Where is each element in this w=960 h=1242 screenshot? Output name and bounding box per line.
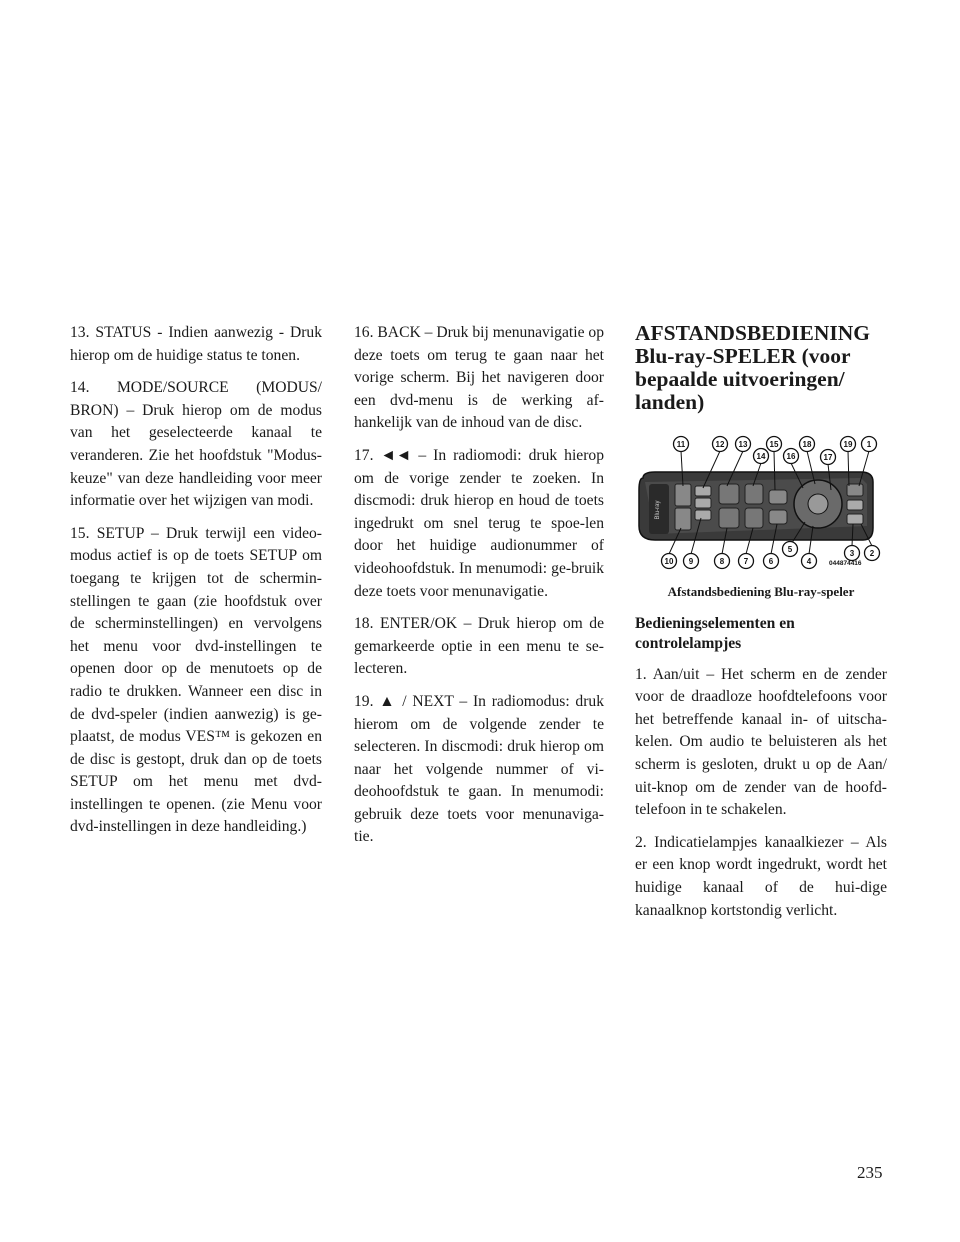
paragraph-15-setup: 15. SETUP – Druk terwijl een video-modus actief is op de toets SETUP om toegang te krijgen tot de schermin-stellingen te gaan (zie hoofdstuk over de scherminstellingen) en vervolgens het menu voor dvd-instellingen te openen door op de menutoets op de radio te drukken. Wanneer een disc in de dvd-speler (indien aanwezig) is ge-plaatst, de modus VES™ is gekozen en de disc is gestopt, druk dan op de toets SETUP om het menu met dvd-instellingen te openen. (zie Menu voor dvd-instellingen in deze handleiding.) bbox=[70, 524, 322, 836]
remote-control-figure bbox=[635, 428, 885, 578]
paragraph-13-status: 13. STATUS - Indien aanwezig - Druk hierop om de huidige status te tonen. bbox=[70, 324, 322, 364]
paragraph-16-back: 16. BACK – Druk bij menunavigatie op deze toets om terug te gaan naar het vorige scherm. Bij het navigeren door een dvd-menu is de werking af-hankelijk van de inhoud van de disc. bbox=[354, 324, 604, 432]
text-column-left bbox=[70, 322, 322, 849]
figure-code: 044874416 bbox=[829, 560, 862, 567]
callout-label-top-2: 13 bbox=[738, 440, 748, 449]
callout-label-top-1: 12 bbox=[715, 440, 725, 449]
text-column-middle bbox=[354, 322, 604, 859]
paragraph-2-channel-indicators: 2. Indicatielampjes kanaalkiezer – Als er een knop wordt ingedrukt, wordt het huidige kanaal of de hui-dige kanaalknop kortstondig verlicht. bbox=[635, 833, 887, 919]
callout-label-bottom-0: 10 bbox=[664, 557, 674, 566]
figure-caption: Afstandsbediening Blu-ray-speler bbox=[667, 584, 855, 599]
callout-label-top-3: 14 bbox=[756, 452, 766, 461]
remote-control-illustration bbox=[635, 428, 885, 578]
paragraph-17-rewind: 17. ◄◄ – In radiomodi: druk hierop om de vorige zender te zoeken. In discmodi: druk hierop en houd de toets ingedrukt om snel terug te spoe-len door het huidige audionummer of videohoofdstuk. In menumodi: ge-bruik deze toets voor menunavigatie. bbox=[354, 446, 604, 600]
paragraph-14-mode-source: 14. MODE/SOURCE (MODUS/ BRON) – Druk hierop om de modus van het geselecteerde kanaal te veranderen. Zie het hoofdstuk "Modus-keuze" van deze handleiding voor meer informatie over het wijzigen van modi. bbox=[70, 379, 322, 510]
section-title: AFSTANDSBEDIENING Blu-ray-SPELER (voor bepaalde uitvoeringen/ landen) bbox=[635, 321, 870, 414]
callout-label-bottom-4: 6 bbox=[768, 557, 774, 566]
text-column-right bbox=[635, 322, 887, 932]
callout-label-bottom-2: 8 bbox=[719, 557, 725, 566]
callout-label-bottom-3: 7 bbox=[743, 557, 749, 566]
callout-label-top-6: 18 bbox=[802, 440, 812, 449]
callout-label-top-7: 17 bbox=[823, 453, 833, 462]
callout-label-bottom-6: 4 bbox=[806, 557, 812, 566]
callout-label-top-5: 16 bbox=[786, 452, 796, 461]
callout-label-bottom-5: 5 bbox=[787, 545, 793, 554]
callout-label-bottom-7: 3 bbox=[849, 549, 855, 558]
callout-label-top-9: 1 bbox=[866, 440, 872, 449]
callout-label-top-8: 19 bbox=[843, 440, 853, 449]
paragraph-1-power: 1. Aan/uit – Het scherm en de zender voor de draadloze hoofdtelefoons voor het betreffende kanaal in- of uitscha-kelen. Om audio te beluisteren als het scherm is gesloten, drukt u op de Aan/ uit-knop om de zender van de hoofd-telefoon in te schakelen. bbox=[635, 665, 887, 819]
subsection-title: Bedieningselementen en controlelampjes bbox=[635, 614, 795, 652]
paragraph-19-next: 19. ▲ / NEXT – In radiomodus: druk hierom om de volgende zender te selecteren. In discmodi: druk hierop om naar het volgende nummer of vi-deohoofdstuk te gaan. In menumodi: gebruik deze toets voor menunaviga-tie. bbox=[354, 692, 604, 846]
callout-label-bottom-8: 2 bbox=[869, 549, 875, 558]
callout-label-top-0: 11 bbox=[676, 440, 686, 449]
callout-label-top-4: 15 bbox=[769, 440, 779, 449]
svg-text:Blu-ray: Blu-ray bbox=[655, 500, 661, 520]
page-number: 235 bbox=[857, 1163, 883, 1182]
paragraph-18-enter-ok: 18. ENTER/OK – Druk hierop om de gemarkeerde optie in een menu te se-lecteren. bbox=[354, 615, 604, 678]
callout-label-bottom-1: 9 bbox=[688, 557, 694, 566]
